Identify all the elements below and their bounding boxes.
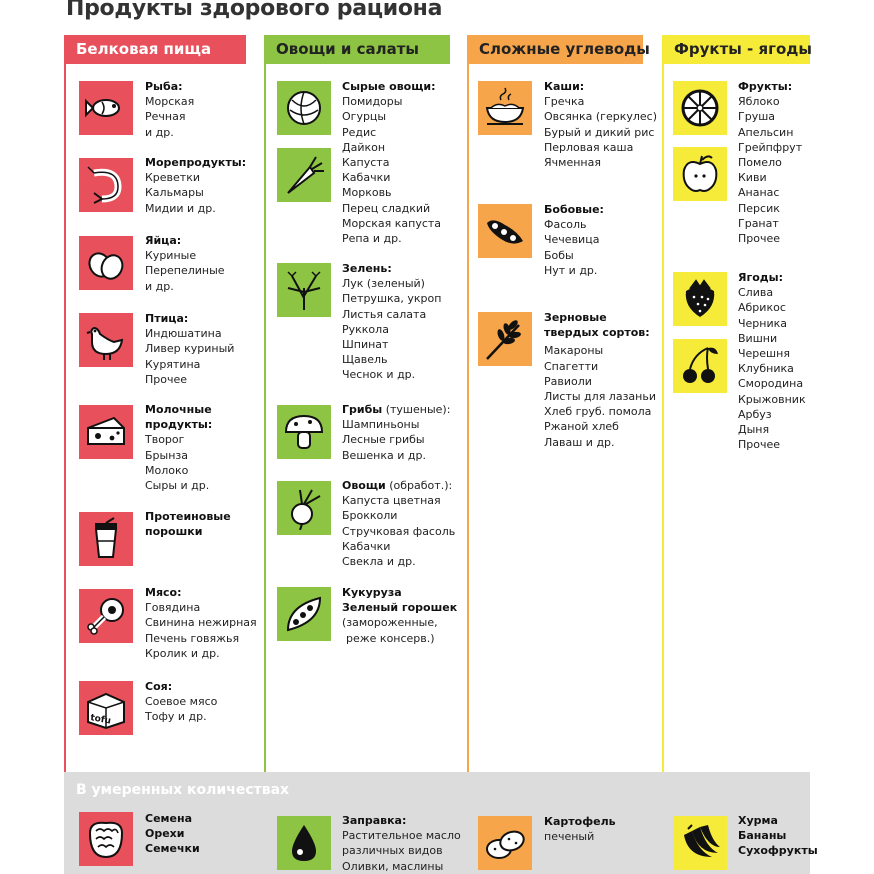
list-item: Бурый и дикий рис	[544, 125, 655, 139]
group-heading: Мясо:	[145, 586, 182, 599]
group-heading: Заправка:	[342, 814, 407, 827]
group-mushrooms	[342, 402, 450, 463]
list-item: Клубника	[738, 362, 794, 376]
list-item: Дыня	[738, 423, 770, 437]
citrus-icon	[673, 81, 727, 135]
list-item: Брынза	[145, 448, 188, 462]
group-porridge	[544, 79, 657, 170]
wheat-icon	[478, 312, 532, 366]
list-item: Перец сладкий	[342, 201, 431, 215]
column-carbs	[467, 64, 469, 772]
page-title: Продукты здорового рациона	[66, 0, 443, 21]
group-heading: Ягоды:	[738, 271, 784, 284]
chicken-icon	[79, 313, 133, 367]
group-heading: Зерновые твердых сортов:	[544, 311, 650, 340]
list-item: Говядина	[145, 601, 201, 615]
list-item: Редис	[342, 125, 377, 139]
group-dairy	[145, 402, 212, 493]
list-item: Перловая каша	[544, 140, 634, 154]
list-item: Свекла и др.	[342, 555, 416, 569]
list-item: Индюшатина	[145, 327, 222, 341]
list-item: Щавель	[342, 353, 388, 367]
list-item: Творог	[145, 433, 185, 447]
svg-text:tofu: tofu	[89, 713, 112, 727]
list-item: Крыжовник	[738, 392, 806, 406]
list-item: Капуста цветная	[342, 494, 441, 508]
group-heading: Овощи	[342, 479, 386, 492]
list-item: Семена	[145, 812, 193, 825]
cherries-icon	[673, 339, 727, 393]
eggs-icon	[79, 236, 133, 290]
list-item: Нут и др.	[544, 263, 598, 277]
list-item: Смородина	[738, 377, 804, 391]
list-item: Стручковая фасоль	[342, 524, 456, 538]
list-item: Макароны	[544, 344, 604, 358]
list-item: Свинина нежирная	[145, 616, 257, 630]
list-item: реже консерв.)	[346, 631, 435, 645]
list-item: Брокколи	[342, 509, 398, 523]
column-fruits	[662, 64, 664, 772]
shaker-icon	[79, 512, 133, 566]
list-item: Листы для лазаньи	[544, 390, 656, 404]
list-item: Спагетти	[544, 359, 599, 373]
header-vegetables: Овощи и салаты	[264, 35, 450, 64]
list-item: Бобы	[544, 248, 574, 262]
group-raw-vegetables	[342, 79, 441, 246]
greens-icon	[277, 263, 331, 317]
list-item: Соевое мясо	[145, 695, 218, 709]
list-item: Слива	[738, 286, 774, 300]
list-item: Черника	[738, 316, 788, 330]
group-protein-powder	[145, 509, 231, 539]
list-item: Яблоко	[738, 95, 780, 109]
group-note: (обработ.):	[389, 479, 453, 492]
group-grains	[544, 310, 656, 450]
list-item: Лаваш и др.	[544, 435, 615, 449]
shrimp-icon	[79, 158, 133, 212]
header-fruits: Фрукты - ягоды	[662, 35, 810, 64]
list-item: Помело	[738, 156, 782, 170]
list-item: Молоко	[145, 463, 189, 477]
list-item: Петрушка, укроп	[342, 292, 442, 306]
group-heading: Зелень:	[342, 262, 392, 275]
potato-icon	[478, 816, 532, 870]
list-item: Руккола	[342, 322, 389, 336]
group-heading: Каши:	[544, 80, 585, 93]
carrot-icon	[277, 148, 331, 202]
group-legumes	[544, 202, 604, 278]
list-item: и др.	[145, 125, 174, 139]
group-poultry	[145, 311, 234, 387]
list-item: Киви	[738, 171, 767, 185]
group-heading: Кукуруза	[342, 586, 402, 599]
group-heading: Бобовые:	[544, 203, 604, 216]
list-item: Морковь	[342, 186, 392, 200]
list-item: Речная	[145, 110, 186, 124]
apple-icon	[673, 147, 727, 201]
list-item: Морская капуста	[342, 216, 442, 230]
list-item: Сухофрукты	[738, 844, 818, 858]
list-item: Перепелиные	[145, 264, 225, 278]
group-heading: Сырые овощи:	[342, 80, 436, 93]
group-greens	[342, 261, 441, 383]
group-corn-peas	[342, 585, 457, 646]
group-heading-2: Зеленый горошек	[342, 601, 458, 615]
list-item: печеный	[544, 830, 595, 844]
group-berries	[738, 270, 806, 452]
moderate-dressing	[342, 813, 461, 874]
list-item: Мидии и др.	[145, 201, 216, 215]
group-eggs	[145, 233, 225, 294]
list-item: Фасоль	[544, 218, 587, 232]
list-item: Апельсин	[738, 125, 794, 139]
group-heading: Фрукты:	[738, 80, 793, 93]
list-item: Капуста	[342, 156, 390, 170]
list-item: Бананы	[738, 829, 787, 843]
list-item: Шампиньоны	[342, 418, 420, 432]
group-soy	[145, 679, 217, 725]
group-heading: Яйца:	[145, 234, 182, 247]
group-meat	[145, 585, 257, 661]
list-item: Кальмары	[145, 186, 204, 200]
group-note: (тушеные):	[385, 403, 451, 416]
list-item: Гранат	[738, 216, 779, 230]
list-item: Абрикос	[738, 301, 786, 315]
list-item: Кабачки	[342, 171, 391, 185]
list-item: Ливер куриный	[145, 342, 235, 356]
list-item: Шпинат	[342, 338, 389, 352]
list-item: Кабачки	[342, 539, 391, 553]
cheese-icon	[79, 405, 133, 459]
group-fish	[145, 79, 194, 140]
group-heading: Соя:	[145, 680, 173, 693]
cabbage-icon	[277, 81, 331, 135]
list-item: Семечки	[145, 842, 200, 856]
list-item: Вишни	[738, 331, 778, 345]
list-item: Овсянка (геркулес)	[544, 110, 657, 124]
list-item: Репа и др.	[342, 232, 402, 246]
list-item: Гречка	[544, 95, 585, 109]
tofu-icon	[79, 681, 133, 735]
group-seafood	[145, 155, 246, 216]
list-item: Чеснок и др.	[342, 368, 416, 382]
banana-icon	[673, 816, 727, 870]
list-item: Помидоры	[342, 95, 403, 109]
list-item: Хурма	[738, 814, 778, 827]
list-item: Персик	[738, 201, 780, 215]
beans-icon	[478, 204, 532, 258]
list-item: Ржаной хлеб	[544, 420, 619, 434]
list-item: Хлеб груб. помола	[544, 405, 652, 419]
porridge-icon	[478, 81, 532, 135]
list-item: Лук (зеленый)	[342, 277, 425, 291]
list-item: Лесные грибы	[342, 433, 425, 447]
list-item: Груша	[738, 110, 776, 124]
strawberry-icon	[673, 272, 727, 326]
group-heading: Морепродукты:	[145, 156, 247, 169]
group-cooked-vegetables	[342, 478, 455, 569]
list-item: Прочее	[145, 372, 188, 386]
column-vegetables	[264, 64, 266, 772]
group-heading: Картофель	[544, 815, 616, 828]
oil-drop-icon	[277, 816, 331, 870]
list-item: Куриные	[145, 249, 197, 263]
group-fruits	[738, 79, 802, 246]
list-item: Листья салата	[342, 307, 427, 321]
list-item: Огурцы	[342, 110, 387, 124]
list-item: Оливки, маслины	[342, 859, 444, 873]
list-item: Тофу и др.	[145, 710, 207, 724]
list-item: Прочее	[738, 438, 781, 452]
list-item: Ячменная	[544, 156, 601, 170]
group-heading: Грибы	[342, 403, 383, 416]
column-protein	[64, 64, 66, 772]
list-item: Орехи	[145, 827, 185, 841]
list-item: Арбуз	[738, 407, 772, 421]
list-item: Ананас	[738, 186, 780, 200]
group-heading: Рыба:	[145, 80, 183, 93]
nuts-icon	[79, 812, 133, 866]
header-carbs: Сложные углеводы	[467, 35, 643, 64]
moderate-seeds-nuts	[145, 811, 200, 857]
list-item: Вешенка и др.	[342, 448, 426, 462]
fish-icon	[79, 81, 133, 135]
list-item: Черешня	[738, 347, 790, 361]
mushroom-icon	[277, 405, 331, 459]
moderate-potato	[544, 814, 616, 844]
moderate-dried-fruits	[738, 813, 818, 859]
header-protein: Белковая пища	[64, 35, 246, 64]
peas-icon	[277, 587, 331, 641]
list-item: Прочее	[738, 232, 781, 246]
list-item: Курятина	[145, 357, 201, 371]
moderate-header: В умеренных количествах	[76, 782, 290, 798]
group-heading: Птица:	[145, 312, 189, 325]
group-heading: Молочные продукты:	[145, 403, 213, 432]
list-item: Печень говяжья	[145, 631, 240, 645]
list-item: Грейпфрут	[738, 140, 803, 154]
group-heading: Протеиновые порошки	[145, 510, 231, 539]
list-item: (замороженные,	[342, 616, 438, 630]
list-item: Креветки	[145, 171, 201, 185]
list-item: Кролик и др.	[145, 646, 220, 660]
list-item: различных видов	[342, 844, 443, 858]
beet-icon	[277, 481, 331, 535]
list-item: Чечевица	[544, 233, 600, 247]
meat-leg-icon	[79, 589, 133, 643]
list-item: Равиоли	[544, 374, 592, 388]
list-item: Дайкон	[342, 140, 386, 154]
list-item: Растительное масло	[342, 829, 461, 843]
list-item: и др.	[145, 279, 174, 293]
list-item: Морская	[145, 95, 195, 109]
list-item: Сыры и др.	[145, 479, 210, 493]
